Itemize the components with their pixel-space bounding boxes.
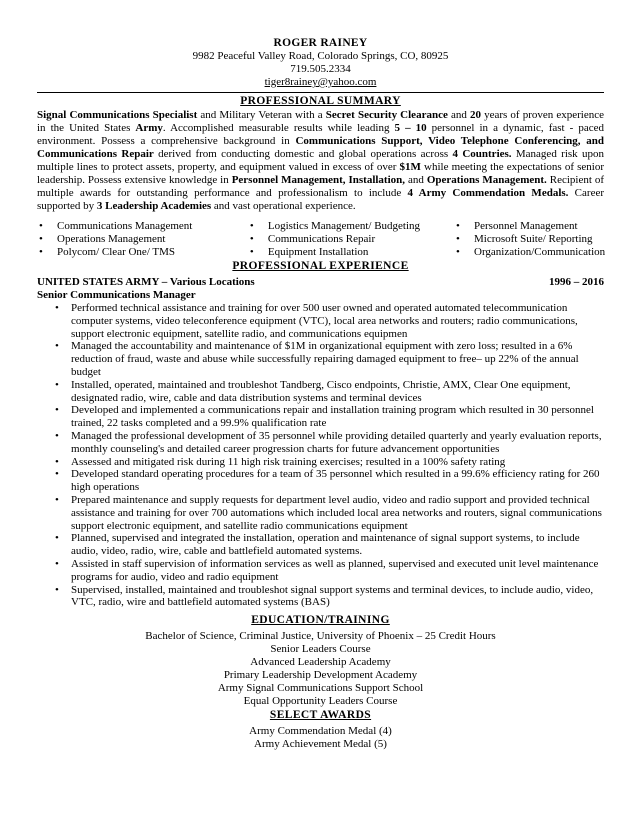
summary-highlight: 3 Leadership Academies [96,200,212,212]
summary-text: and Military Veteran with a [197,109,326,121]
skills-column-1 [37,220,248,259]
summary-highlight: Personnel Management, Installation, [231,174,406,186]
awards-heading: SELECT AWARDS [269,709,372,722]
summary-highlight: $1M [399,161,421,173]
summary-text: while meeting the expectations of senior leadership. Possess extensive knowledge in [37,161,605,186]
summary-highlight: 20 [469,109,481,121]
skill-item: • Equipment Installation [248,246,454,259]
applicant-name: ROGER RAINEY [273,37,368,49]
summary-text: . Accomplished measurable results while leading [162,122,395,134]
skill-item: • Communications Repair [248,233,454,246]
experience-bullet: • Installed, operated, maintained and troubleshot Tandberg, Cisco endpoints, Christie, AMX, Clear One equipment, designated radio, wire, cable and data distribution systems and terminal devices [71,379,604,405]
summary-highlight: 4 Army Commendation Medals. [407,187,569,199]
skill-item: • Personnel Management [454,220,604,233]
education-item: Bachelor of Science, Criminal Justice, University of Phoenix – 25 Credit Hours [145,630,496,643]
skill-item: • Microsoft Suite/ Reporting [454,233,604,246]
education-item: Primary Leadership Development Academy [223,669,418,682]
summary-text: and [447,109,470,121]
education-heading: EDUCATION/TRAINING [251,614,390,627]
employment-dates: 1996 – 2016 [549,276,604,288]
summary-highlight: Army [135,122,163,134]
header-divider [37,92,604,93]
summary-highlight: 4 Countries. [452,148,512,160]
summary-text: and [405,174,427,186]
summary-text: years of proven experience in the United States [37,109,604,134]
experience-bullet: • Planned, supervised and integrated the installation, operation and maintenance of signal support systems, to include audio, video, radio, wire, cable and battlefield automated systems. [71,532,604,558]
summary-text: Managed risk upon multiple lines to protect assets, property, and equipment valued in excess of over [37,148,604,173]
experience-bullets [37,302,604,609]
summary-highlight: Operations Management. [426,174,547,186]
skill-item: • Logistics Management/ Budgeting [248,220,454,233]
summary-paragraph [37,109,604,213]
summary-text: Career supported by [37,187,604,212]
skill-item: • Organization/Communication [454,246,604,259]
skill-item: • Polycom/ Clear One/ TMS [37,246,248,259]
experience-bullet: • Assisted in staff supervision of information services as well as planned, supervised and executed unit level maintenance programs for audio, video and radio equipment [71,558,604,584]
job-title: Senior Communications Manager [37,289,196,301]
experience-bullet: • Performed technical assistance and training for over 500 user owned and operated automated telecommunication computer systems, video teleconference equipment (VTC), local area networks and routers; radio communications, support electronic equipment, satellite radio, and communications equipmen [71,302,604,340]
experience-bullet: • Prepared maintenance and supply requests for department level audio, video and radio support and provided technical assistance and training for over 700 automations which included local area networks and routers, signal communications support electronic equipment, and satellite radio communications equipment [71,494,604,532]
summary-highlight: Communications Support, Video Telephone Conferencing, and Communications Repair [37,135,604,160]
experience-bullet: • Developed and implemented a communications repair and installation training program which resulted in 30 personnel trained, 22 tasks completed and a 99.9% qualification rate [71,404,604,430]
experience-bullet: • Developed standard operating procedures for a team of 35 personnel which resulted in a 99.6% efficiency rating for 260 high operations [71,468,604,494]
address: 9982 Peaceful Valley Road, Colorado Springs, CO, 80925 [192,50,449,62]
resume-header [37,36,604,89]
summary-highlight: 5 – 10 [394,122,427,134]
awards-list [37,725,604,751]
experience-bullet: • Managed the professional development of 35 personnel while providing detailed quarterly and yearly evaluation reports, monthly counseling's and detailed career progression charts for future advancement opportunities [71,430,604,456]
experience-bullet: • Assessed and mitigated risk during 11 high risk training exercises; resulted in a 100% safety rating [71,456,604,469]
employer-name: UNITED STATES ARMY – Various Locations [37,276,255,288]
summary-heading: PROFESSIONAL SUMMARY [240,95,401,107]
summary-highlight: Signal Communications Specialist [37,109,198,121]
award-item: Army Commendation Medal (4) [249,725,392,738]
education-list [37,630,604,708]
summary-text: derived from conducting domestic and global operations across [153,148,453,160]
skills-list [37,220,604,259]
email-link[interactable]: tiger8rainey@yahoo.com [264,76,377,88]
summary-text: personnel in a dynamic, fast - paced environment. Possess a comprehensive background in [37,122,604,147]
skills-column-2 [248,220,454,259]
experience-bullet: • Supervised, installed, maintained and troubleshot signal support systems and terminal devices, to include audio, video, VTC, radio, wire and battlefield automated systems (BAS) [71,584,604,610]
summary-highlight: Secret Security Clearance [325,109,448,121]
award-item: Army Achievement Medal (5) [254,738,387,751]
education-item: Equal Opportunity Leaders Course [243,695,398,708]
education-item: Advanced Leadership Academy [250,656,391,669]
summary-text: and vast operational experience. [211,200,356,212]
experience-heading: PROFESSIONAL EXPERIENCE [232,260,409,272]
education-item: Senior Leaders Course [270,643,371,656]
skill-item: • Operations Management [37,233,248,246]
summary-text: Recipient of multiple awards for outstanding performance and professionalism to include [37,174,604,199]
employer-line [37,276,604,289]
skill-item: • Communications Management [37,220,248,233]
phone-number: 719.505.2334 [290,63,351,75]
skills-column-3 [454,220,604,259]
education-item: Army Signal Communications Support School [217,682,424,695]
experience-bullet: • Managed the accountability and maintenance of $1M in organizational equipment with zero loss; resulted in a 6% reduction of fraud, waste and abuse while successfully repairing damaged equipment to free– up 22% of the annual budget [71,340,604,378]
